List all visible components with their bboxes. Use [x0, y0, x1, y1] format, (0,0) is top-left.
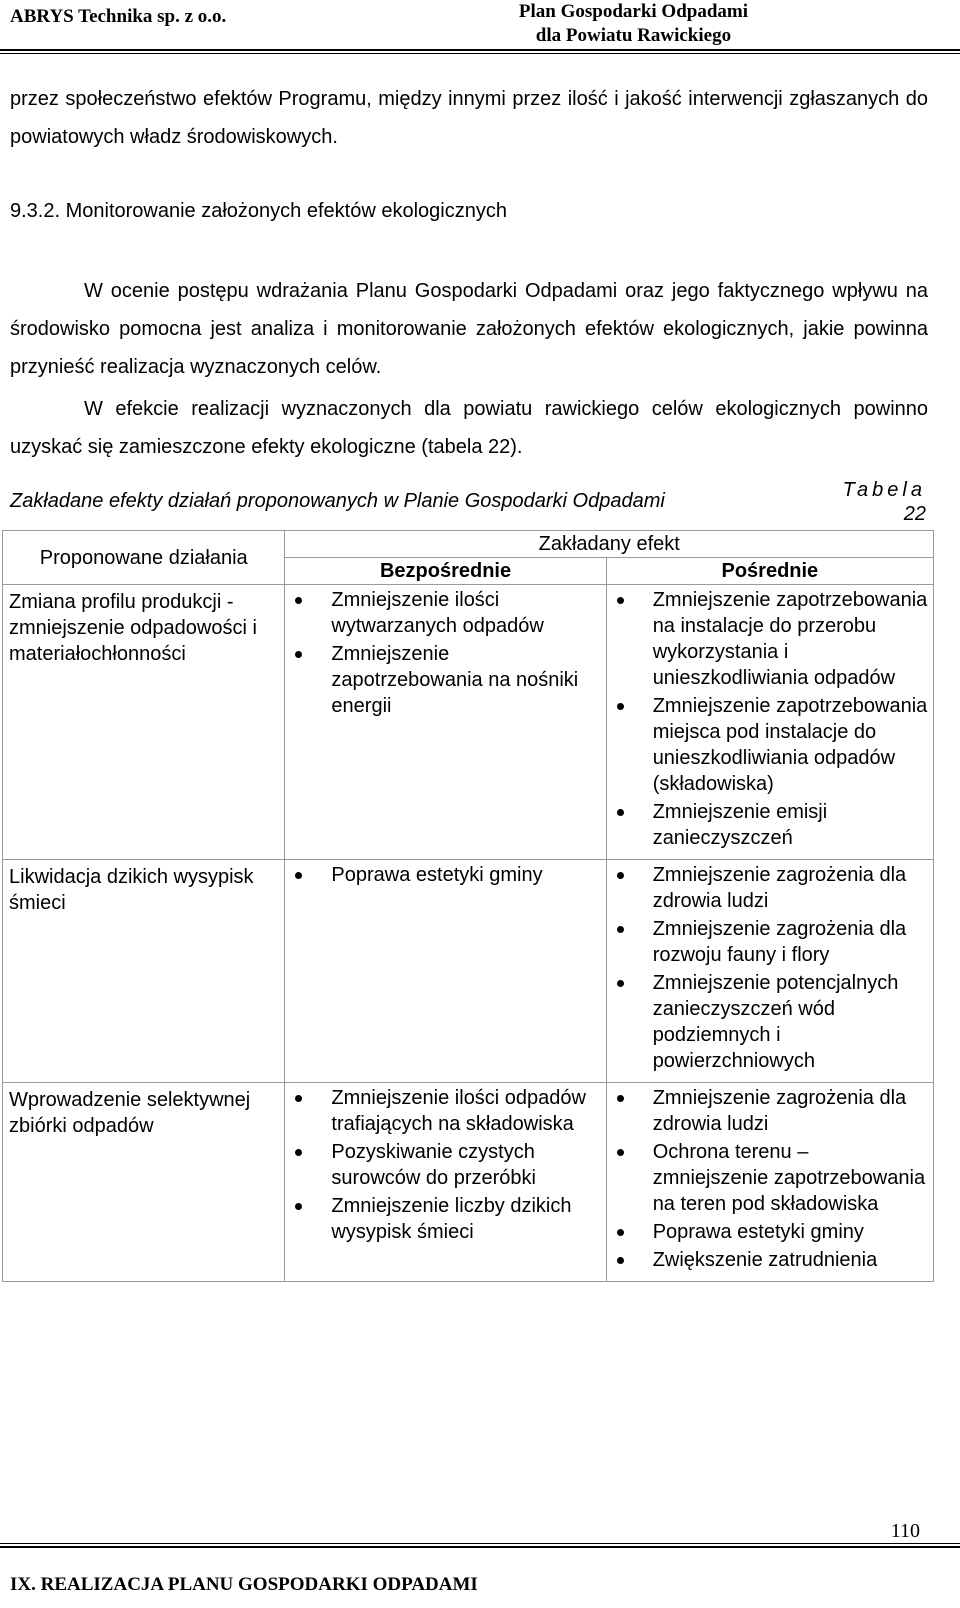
- effect-list-item: Pozyskiwanie czystych surowców do przeróbki: [285, 1139, 601, 1191]
- effect-list-item: Zmniejszenie potencjalnych zanieczyszczeń wód podziemnych i powierzchniowych: [607, 970, 929, 1074]
- footer-chapter-title: IX. REALIZACJA PLANU GOSPODARKI ODPADAMI: [10, 1574, 478, 1595]
- effect-list-item: Poprawa estetyki gminy: [607, 1219, 929, 1245]
- table-label: [816, 478, 926, 526]
- paragraph-monitoring: W ocenie postępu wdrażania Planu Gospodarki Odpadami oraz jego faktycznego wpływu na środowisko pomocna jest analiza i monitorowanie założonych efektów ekologicznych, jakie powinna przynieść realizacja wyznaczonych celów.: [10, 280, 928, 378]
- footer-divider-thick: [0, 1546, 960, 1548]
- column-header-effect: Zakładany efekt: [285, 531, 934, 558]
- column-header-indirect: Pośrednie: [606, 558, 933, 585]
- indirect-effects-cell: [606, 585, 933, 860]
- action-cell: Zmiana profilu produkcji - zmniejszenie odpadowości i materiałochłonności: [3, 585, 285, 860]
- indirect-effects-list: [607, 585, 933, 859]
- action-cell: Wprowadzenie selektywnej zbiórki odpadów: [3, 1083, 285, 1282]
- action-cell: Likwidacja dzikich wysypisk śmieci: [3, 860, 285, 1083]
- table-row: [3, 860, 934, 1083]
- indirect-effects-list: [607, 860, 933, 1082]
- header-divider: [0, 49, 960, 51]
- effect-list-item: Zmniejszenie zapotrzebowania miejsca pod instalacje do unieszkodliwiania odpadów (składowiska): [607, 693, 929, 797]
- effect-list-item: Zmniejszenie zagrożenia dla rozwoju fauny i flory: [607, 916, 929, 968]
- effect-list-item: Poprawa estetyki gminy: [285, 862, 601, 888]
- header-title-line2: dla Powiatu Rawickiego: [535, 25, 732, 46]
- effect-list-item: Zmniejszenie zagrożenia dla zdrowia ludzi: [607, 1085, 929, 1137]
- header-company: ABRYS Technika sp. z o.o.: [10, 6, 227, 27]
- table-row: [3, 585, 934, 860]
- direct-effects-cell: [285, 1083, 606, 1282]
- header-divider-thin: [0, 53, 960, 54]
- direct-effects-cell: [285, 860, 606, 1083]
- column-header-direct: Bezpośrednie: [285, 558, 606, 585]
- effect-list-item: Zmniejszenie ilości odpadów trafiających na składowiska: [285, 1085, 601, 1137]
- direct-effects-list: [285, 585, 605, 727]
- effect-list-item: Zmniejszenie zagrożenia dla zdrowia ludzi: [607, 862, 929, 914]
- indirect-effects-cell: [606, 1083, 933, 1282]
- effect-list-item: Zmniejszenie liczby dzikich wysypisk śmieci: [285, 1193, 601, 1245]
- effect-list-item: Zmniejszenie ilości wytwarzanych odpadów: [285, 587, 601, 639]
- effect-list-item: Zmniejszenie zapotrzebowania na nośniki energii: [285, 641, 601, 719]
- effects-table: [2, 530, 934, 1282]
- footer-divider: [0, 1543, 960, 1544]
- table-caption: Zakładane efekty działań proponowanych w Planie Gospodarki Odpadami: [10, 490, 665, 512]
- indirect-effects-cell: [606, 860, 933, 1083]
- section-heading: 9.3.2. Monitorowanie założonych efektów ekologicznych: [10, 200, 507, 222]
- table-label-number: 22: [903, 503, 926, 525]
- column-header-actions: Proponowane działania: [3, 531, 285, 585]
- table-label-word: Tabela: [842, 479, 926, 501]
- effect-list-item: Zmniejszenie zapotrzebowania na instalacje do przerobu wykorzystania i unieszkodliwiania odpadów: [607, 587, 929, 691]
- direct-effects-list: [285, 860, 605, 896]
- header-document-title: [519, 0, 748, 48]
- direct-effects-list: [285, 1083, 605, 1253]
- effect-list-item: Ochrona terenu – zmniejszenie zapotrzebowania na teren pod składowiska: [607, 1139, 929, 1217]
- paragraph-intro: przez społeczeństwo efektów Programu, między innymi przez ilość i jakość interwencji zgłaszanych do powiatowych władz środowiskowych.: [10, 88, 928, 148]
- indirect-effects-list: [607, 1083, 933, 1281]
- effect-list-item: Zmniejszenie emisji zanieczyszczeń: [607, 799, 929, 851]
- table-row: [3, 1083, 934, 1282]
- header-title-line1: Plan Gospodarki Odpadami: [518, 1, 748, 22]
- page-number: 110: [890, 1520, 920, 1542]
- direct-effects-cell: [285, 585, 606, 860]
- effect-list-item: Zwiększenie zatrudnienia: [607, 1247, 929, 1273]
- paragraph-effects: W efekcie realizacji wyznaczonych dla powiatu rawickiego celów ekologicznych powinno uzyskać się zamieszczone efekty ekologiczne (tabela 22).: [10, 398, 928, 458]
